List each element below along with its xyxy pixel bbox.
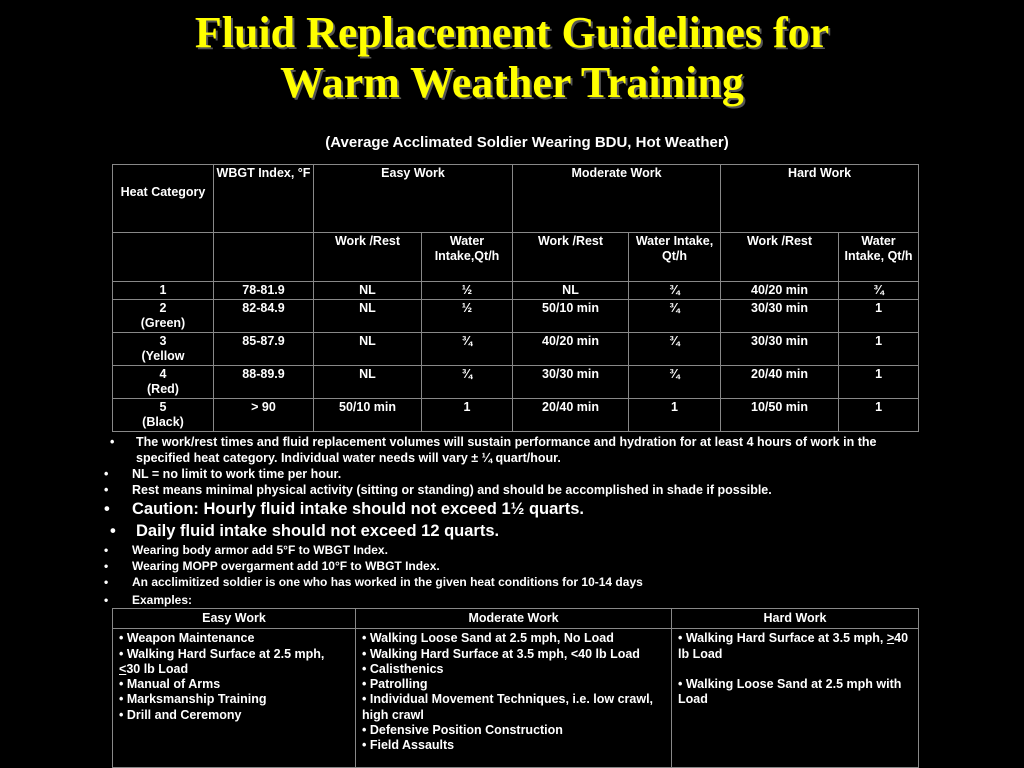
cell-easy-water: ½: [422, 282, 513, 300]
list-item-text: • Walking Hard Surface at 3.5 mph,: [678, 631, 887, 646]
spacer: [678, 662, 912, 677]
list-item: • Walking Loose Sand at 2.5 mph, No Load: [362, 631, 614, 646]
examples-hard: [672, 629, 919, 768]
examples-moderate: [356, 629, 672, 768]
cell-hard-work-rest: 40/20 min: [721, 282, 839, 300]
category-number: 4: [159, 367, 167, 381]
cell-moderate-water: ¾: [629, 300, 721, 333]
subtitle: (Average Acclimated Soldier Wearing BDU, Hot Weather): [325, 134, 729, 151]
subheader-hard-work-rest: Work /Rest: [721, 233, 839, 282]
note-text: Caution: Hourly fluid intake should not exceed 1½ quarts.: [132, 500, 584, 518]
cell-category: [113, 282, 214, 300]
list-item: • Patrolling: [362, 677, 428, 692]
table-row: [113, 282, 919, 300]
examples-header-row: [113, 609, 919, 629]
cell-category: [113, 399, 214, 432]
table-row: [113, 399, 919, 432]
examples-header-hard: Hard Work: [672, 609, 919, 629]
cell-category: [113, 300, 214, 333]
note-text: Wearing body armor add 5°F to WBGT Index.: [132, 543, 388, 557]
cell-wbgt: 78-81.9: [214, 282, 314, 300]
note-item: [104, 558, 904, 574]
list-item: • Defensive Position Construction: [362, 723, 563, 738]
list-item: • Calisthenics: [362, 661, 444, 676]
examples-header-easy: Easy Work: [113, 609, 356, 629]
cell-moderate-water: ¾: [629, 333, 721, 366]
subheader-easy-work-rest: Work /Rest: [314, 233, 422, 282]
cell-moderate-work-rest: 30/30 min: [513, 366, 629, 399]
examples-table: [112, 608, 919, 768]
note-text: Daily fluid intake should not exceed 12 quarts.: [136, 522, 500, 540]
note-item: [104, 592, 904, 608]
cell-easy-work-rest: NL: [314, 282, 422, 300]
header-wbgt: WBGT Index, °F: [214, 165, 314, 233]
cell-wbgt: 82-84.9: [214, 300, 314, 333]
greater-than-symbol: >: [886, 631, 895, 646]
cell-category: [113, 333, 214, 366]
header-hard-work: Hard Work: [721, 165, 919, 233]
bullet-icon: •: [110, 435, 115, 449]
note-item: [104, 542, 904, 558]
cell-easy-work-rest: NL: [314, 333, 422, 366]
note-text: Rest means minimal physical activity (sitting or standing) and should be accomplished in shade if possible.: [132, 483, 772, 497]
bullet-icon: •: [104, 575, 109, 589]
cell-hard-work-rest: 30/30 min: [721, 333, 839, 366]
category-color: (Black): [142, 415, 184, 429]
list-item-text: 40 lb Load: [678, 631, 909, 661]
title-line-2: Warm Weather Training: [280, 58, 744, 107]
list-item: • Manual of Arms: [119, 677, 221, 692]
subheader-moderate-water: Water Intake, Qt/h: [629, 233, 721, 282]
category-number: 1: [159, 283, 167, 297]
table-subheader-row: [113, 233, 919, 282]
cell-moderate-work-rest: 40/20 min: [513, 333, 629, 366]
list-item: • Walking Loose Sand at 2.5 mph with Load: [678, 676, 902, 707]
cell-easy-water: ¾: [422, 366, 513, 399]
cell-hard-water: 1: [839, 333, 919, 366]
subheader-hard-water: Water Intake, Qt/h: [839, 233, 919, 282]
less-than-symbol: <: [119, 661, 127, 676]
daily-intake-note: [104, 520, 904, 542]
subheader-empty: [113, 233, 214, 282]
bullet-icon: •: [110, 522, 116, 540]
bullet-icon: •: [104, 543, 109, 557]
bullet-icon: •: [104, 500, 110, 518]
category-number: 3: [159, 334, 167, 348]
header-heat-category: Heat Category: [113, 165, 214, 233]
bullet-icon: •: [104, 593, 109, 607]
cell-wbgt: 88-89.9: [214, 366, 314, 399]
table-header-row: [113, 165, 919, 233]
note-text: Examples:: [132, 593, 193, 607]
category-color: (Green): [140, 316, 186, 330]
cell-moderate-water: ¾: [629, 366, 721, 399]
category-number: 2: [159, 301, 167, 315]
list-item-text: 30 lb Load: [126, 661, 189, 676]
cell-wbgt: > 90: [214, 399, 314, 432]
cell-wbgt: 85-87.9: [214, 333, 314, 366]
category-number: 5: [159, 400, 167, 414]
fluid-replacement-table: [112, 164, 919, 432]
cell-moderate-water: ¾: [629, 282, 721, 300]
note-item: [104, 482, 904, 498]
cell-easy-water: ½: [422, 300, 513, 333]
cell-moderate-work-rest: NL: [513, 282, 629, 300]
list-item: • Field Assaults: [362, 738, 455, 753]
subheader-easy-water: Water Intake,Qt/h: [422, 233, 513, 282]
cell-easy-water: 1: [422, 399, 513, 432]
bullet-icon: •: [104, 467, 109, 481]
bullet-icon: •: [104, 483, 109, 497]
cell-moderate-water: 1: [629, 399, 721, 432]
cell-category: [113, 366, 214, 399]
cell-hard-water: 1: [839, 399, 919, 432]
note-text: An acclimitized soldier is one who has worked in the given heat conditions for 10-14 days: [132, 575, 643, 589]
bullet-icon: •: [104, 559, 109, 573]
list-item: [678, 631, 912, 662]
header-moderate-work: Moderate Work: [513, 165, 721, 233]
category-color: (Yellow: [141, 349, 185, 363]
cell-hard-work-rest: 10/50 min: [721, 399, 839, 432]
subheader-empty: [214, 233, 314, 282]
list-item: • Drill and Ceremony: [119, 707, 242, 722]
cell-hard-work-rest: 30/30 min: [721, 300, 839, 333]
cell-moderate-work-rest: 50/10 min: [513, 300, 629, 333]
subheader-moderate-work-rest: Work /Rest: [513, 233, 629, 282]
list-item: • Marksmanship Training: [119, 692, 267, 707]
title-line-1: Fluid Replacement Guidelines for: [194, 8, 830, 57]
category-color: (Red): [147, 382, 179, 396]
table-row: [113, 333, 919, 366]
table-row: [113, 366, 919, 399]
note-item: [104, 574, 904, 590]
cell-easy-water: ¾: [422, 333, 513, 366]
page-title: [0, 8, 1024, 108]
note-text: The work/rest times and fluid replacement volumes will sustain performance and hydration for at least 4 hours of work in the specified heat category. Individual water needs will vary ± ¼ quart/hour.: [136, 435, 877, 465]
cell-easy-work-rest: 50/10 min: [314, 399, 422, 432]
note-item: [104, 466, 904, 482]
cell-hard-water: ¾: [839, 282, 919, 300]
cell-easy-work-rest: NL: [314, 366, 422, 399]
caution-note: [104, 498, 904, 520]
examples-header-moderate: Moderate Work: [356, 609, 672, 629]
cell-hard-water: 1: [839, 300, 919, 333]
note-text: NL = no limit to work time per hour.: [132, 467, 342, 481]
list-item: • Individual Movement Techniques, i.e. low crawl, high crawl: [362, 692, 654, 722]
cell-hard-work-rest: 20/40 min: [721, 366, 839, 399]
cell-moderate-work-rest: 20/40 min: [513, 399, 629, 432]
header-easy-work: Easy Work: [314, 165, 513, 233]
note-text: Wearing MOPP overgarment add 10°F to WBGT Index.: [132, 559, 440, 573]
table-row: [113, 300, 919, 333]
cell-hard-water: 1: [839, 366, 919, 399]
list-item: • Weapon Maintenance: [119, 631, 255, 646]
examples-body-row: [113, 629, 919, 768]
examples-easy: [113, 629, 356, 768]
list-item: • Walking Hard Surface at 3.5 mph, <40 lb Load: [362, 646, 640, 661]
notes-list: [104, 434, 904, 608]
note-item: [104, 434, 904, 466]
cell-easy-work-rest: NL: [314, 300, 422, 333]
list-item-text: • Walking Hard Surface at 2.5 mph,: [119, 646, 325, 661]
list-item: [119, 647, 349, 678]
